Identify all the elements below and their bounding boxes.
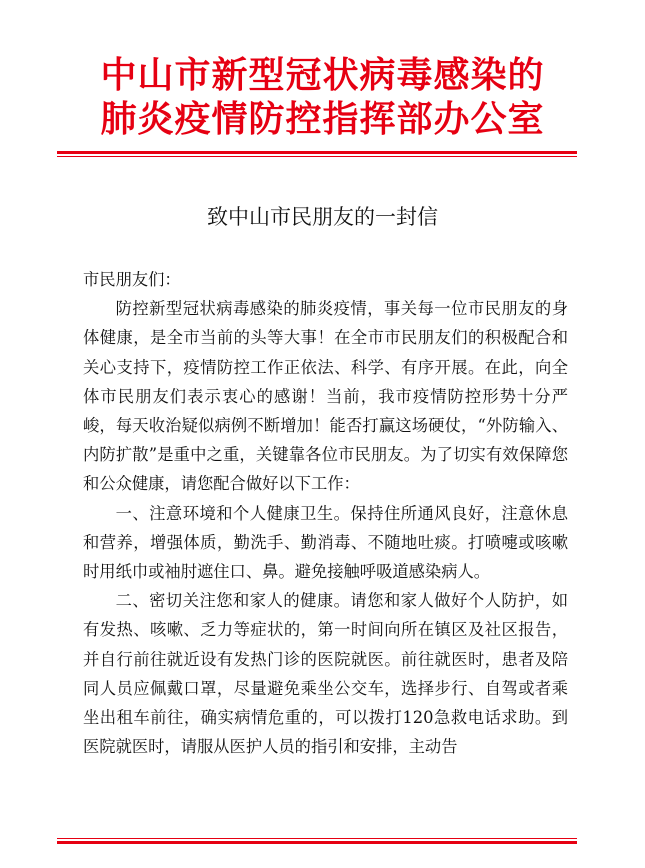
letter-title: 致中山市民朋友的一封信: [207, 205, 438, 229]
paragraph-item-1: 一、注意环境和个人健康卫生。保持住所通风良好，注意休息和营养，增强体质，勤洗手、勤消毒、不随地吐痰。打喷嚏或咳嗽时用纸巾或袖肘遮住口、鼻。避免接触呼吸道感染病人。: [83, 503, 568, 582]
letterhead-line-2: 肺炎疫情防控指挥部办公室: [100, 99, 545, 140]
salutation: 市民朋友们：: [83, 270, 181, 289]
footer-divider-thin: [57, 838, 577, 839]
letterhead-divider-thin: [57, 156, 577, 157]
letterhead-line-1: 中山市新型冠状病毒感染的: [100, 55, 545, 96]
letterhead: [0, 54, 645, 142]
footer-divider-thick: [57, 841, 577, 844]
letterhead-divider-thick: [57, 151, 577, 154]
paragraph-intro: 防控新型冠状病毒感染的肺炎疫情，事关每一位市民朋友的身体健康，是全市当前的头等大事！在全市市民朋友们的积极配合和关心支持下，疫情防控工作正依法、科学、有序开展。在此，向全体市民朋友们表示衷心的感谢！当前，我市疫情防控形势十分严峻，每天收治疑似病例不断增加！能否打赢这场硬仗，“外防输入、内防扩散”是重中之重，关键靠各位市民朋友。为了切实有效保障您和公众健康，请您配合做好以下工作：: [83, 299, 568, 494]
paragraph-item-2: 二、密切关注您和家人的健康。请您和家人做好个人防护，如有发热、咳嗽、乏力等症状的，第一时间向所在镇区及社区报告，并自行前往就近设有发热门诊的医院就医。前往就医时，患者及陪同人员应佩戴口罩，尽量避免乘坐公交车，选择步行、自驾或者乘坐出租车前往，确实病情危重的，可以拨打120急救电话求助。到医院就医时，请服从医护人员的指引和安排，主动告: [83, 591, 568, 757]
letter-body: [83, 265, 568, 761]
